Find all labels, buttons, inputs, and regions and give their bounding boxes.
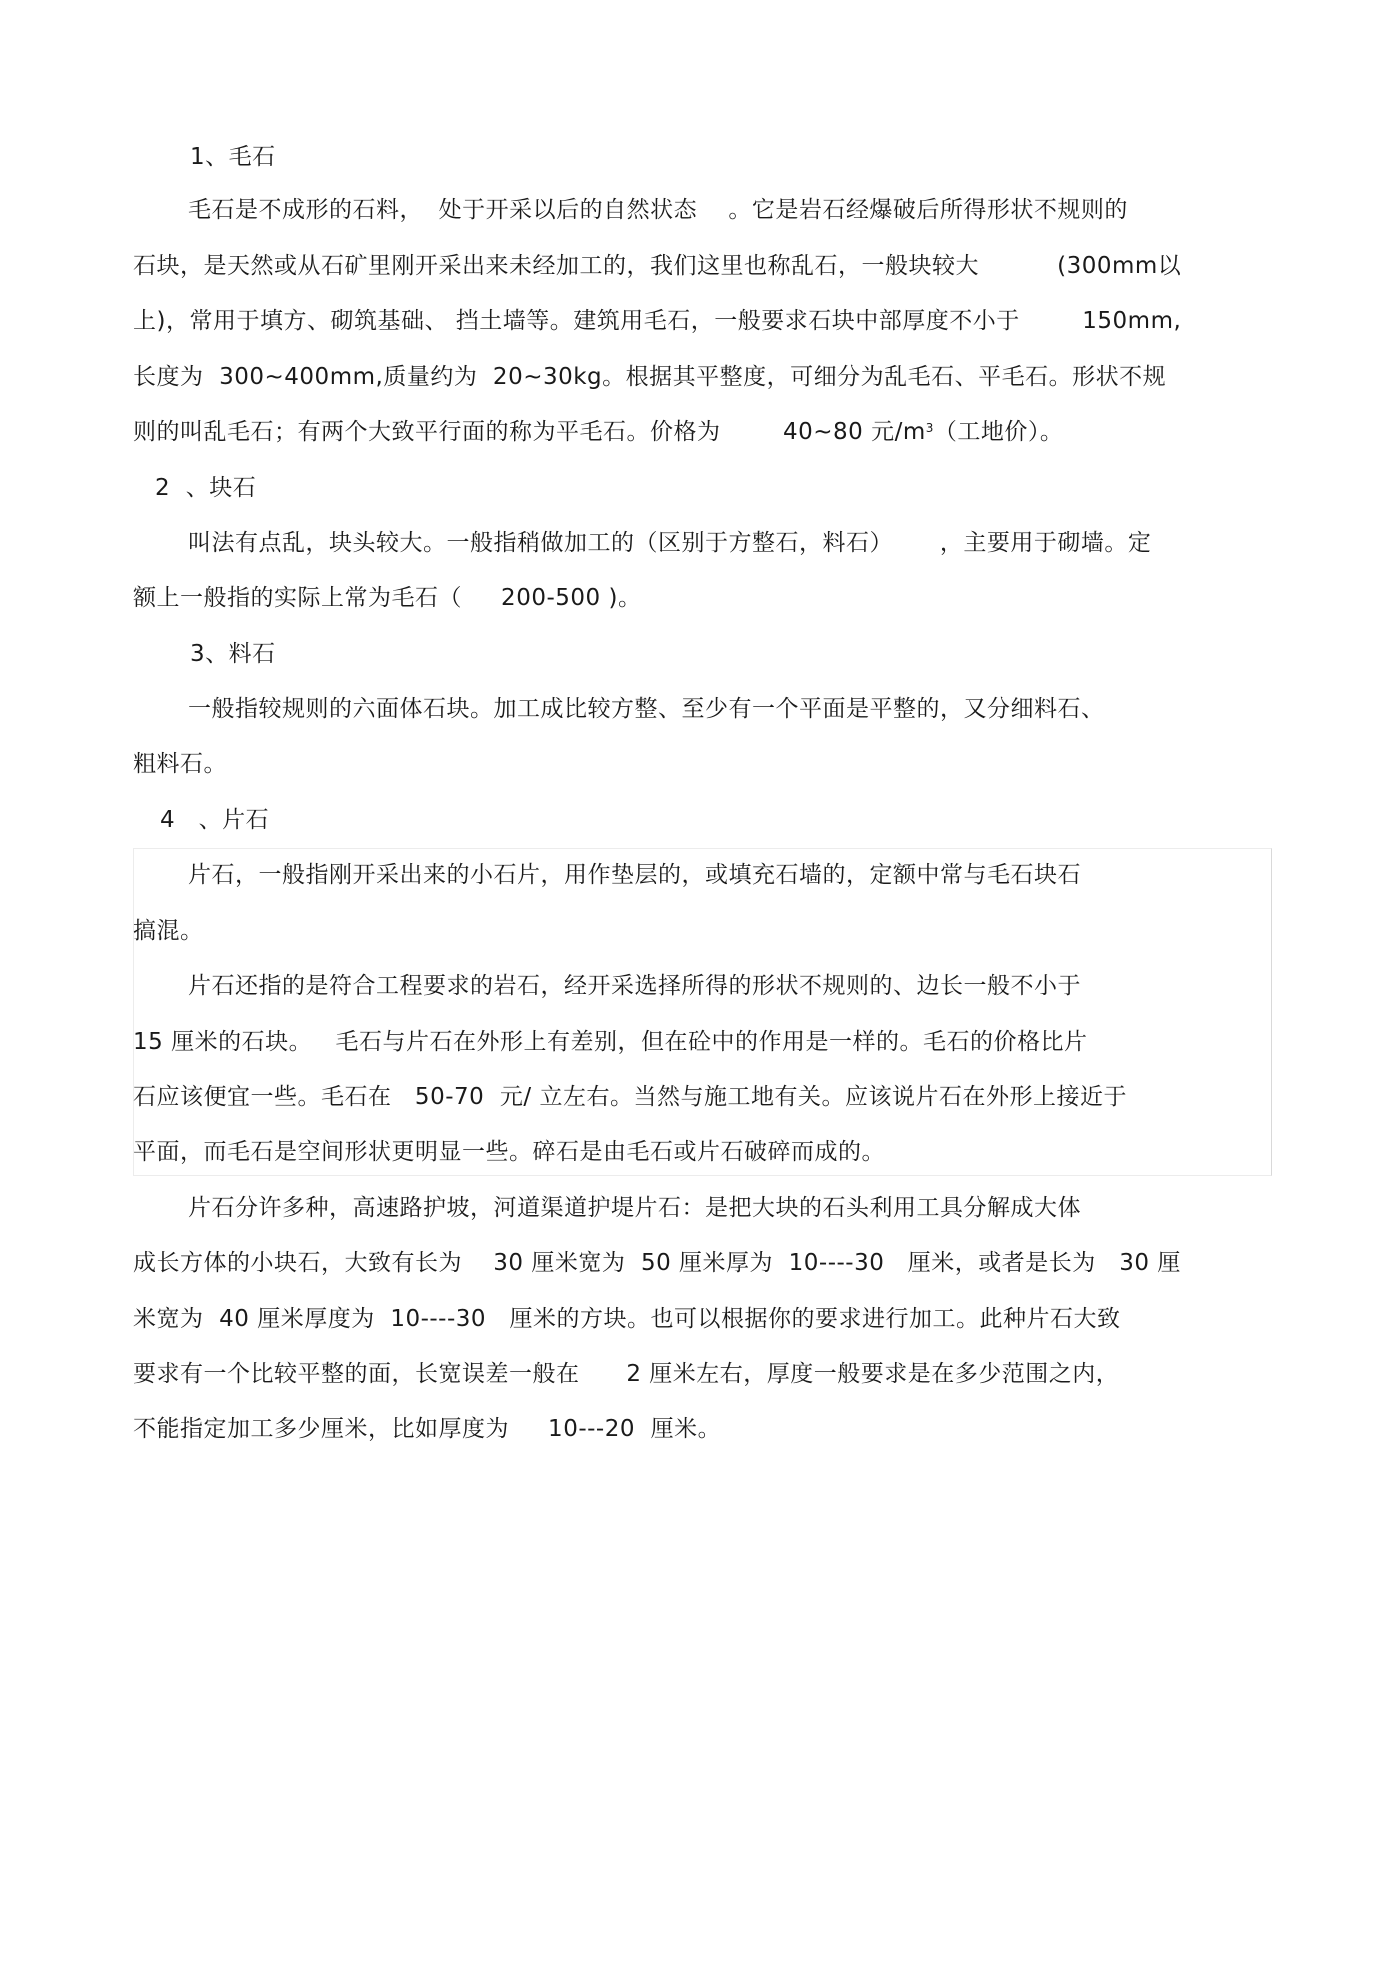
paragraph-text: 则的叫乱毛石；有两个大致平行面的称为平毛石。价格为 40~80 元/m — [133, 419, 926, 445]
paragraph-line: 搞混。 — [133, 918, 204, 944]
paragraph-line: 毛石是不成形的石料， 处于开采以后的自然状态 。它是岩石经爆破后所得形状不规则的 — [188, 197, 1128, 223]
paragraph-line: 叫法有点乱，块头较大。一般指稍做加工的（区别于方整石，料石） ，主要用于砌墙。定 — [188, 530, 1152, 556]
paragraph-line: 平面，而毛石是空间形状更明显一些。碎石是由毛石或片石破碎而成的。 — [133, 1139, 885, 1165]
paragraph-line: 额上一般指的实际上常为毛石（ 200-500 )。 — [133, 585, 642, 611]
paragraph-line: 15 厘米的石块。 毛石与片石在外形上有差别，但在砼中的作用是一样的。毛石的价格比片 — [133, 1029, 1088, 1055]
paragraph-line: 不能指定加工多少厘米，比如厚度为 10---20 厘米。 — [133, 1416, 722, 1442]
paragraph-line: 一般指较规则的六面体石块。加工成比较方整、至少有一个平面是平整的，又分细料石、 — [188, 696, 1105, 722]
paragraph-line: 米宽为 40 厘米厚度为 10----30 厘米的方块。也可以根据你的要求进行加工。此种片石大致 — [133, 1306, 1121, 1332]
paragraph-line: 片石分许多种，高速路护坡，河道渠道护堤片石：是把大块的石头利用工具分解成大体 — [188, 1195, 1081, 1221]
paragraph-line — [133, 417, 1063, 447]
paragraph-line: 粗料石。 — [133, 751, 227, 777]
paragraph-line: 上)，常用于填方、砌筑基础、 挡土墙等。建筑用毛石，一般要求石块中部厚度不小于 150mm, — [133, 308, 1182, 334]
bordered-text-block — [133, 848, 1272, 1176]
paragraph-line: 片石，一般指刚开采出来的小石片，用作垫层的，或填充石墙的，定额中常与毛石块石 — [188, 862, 1081, 888]
heading-1: 1、毛石 — [190, 144, 276, 170]
heading-4: 4 、片石 — [160, 807, 270, 833]
paragraph-text: （工地价）。 — [933, 419, 1064, 445]
superscript: 3 — [925, 421, 934, 435]
heading-3: 3、料石 — [190, 641, 276, 667]
paragraph-line: 成长方体的小块石，大致有长为 30 厘米宽为 50 厘米厚为 10----30 厘米，或者是长为 30 厘 — [133, 1250, 1181, 1276]
paragraph-line: 长度为 300~400mm,质量约为 20~30kg。根据其平整度，可细分为乱毛石、平毛石。形状不规 — [133, 364, 1167, 390]
heading-2: 2 、块石 — [155, 475, 257, 501]
paragraph-line: 石应该便宜一些。毛石在 50-70 元/ 立左右。当然与施工地有关。应该说片石在外形上接近于 — [133, 1084, 1127, 1110]
paragraph-line: 片石还指的是符合工程要求的岩石，经开采选择所得的形状不规则的、边长一般不小于 — [188, 973, 1081, 999]
paragraph-line: 要求有一个比较平整的面，长宽误差一般在 2 厘米左右，厚度一般要求是在多少范围之内， — [133, 1361, 1120, 1387]
paragraph-line: 石块，是天然或从石矿里刚开采出来未经加工的，我们这里也称乱石，一般块较大 (300mm以 — [133, 253, 1182, 279]
